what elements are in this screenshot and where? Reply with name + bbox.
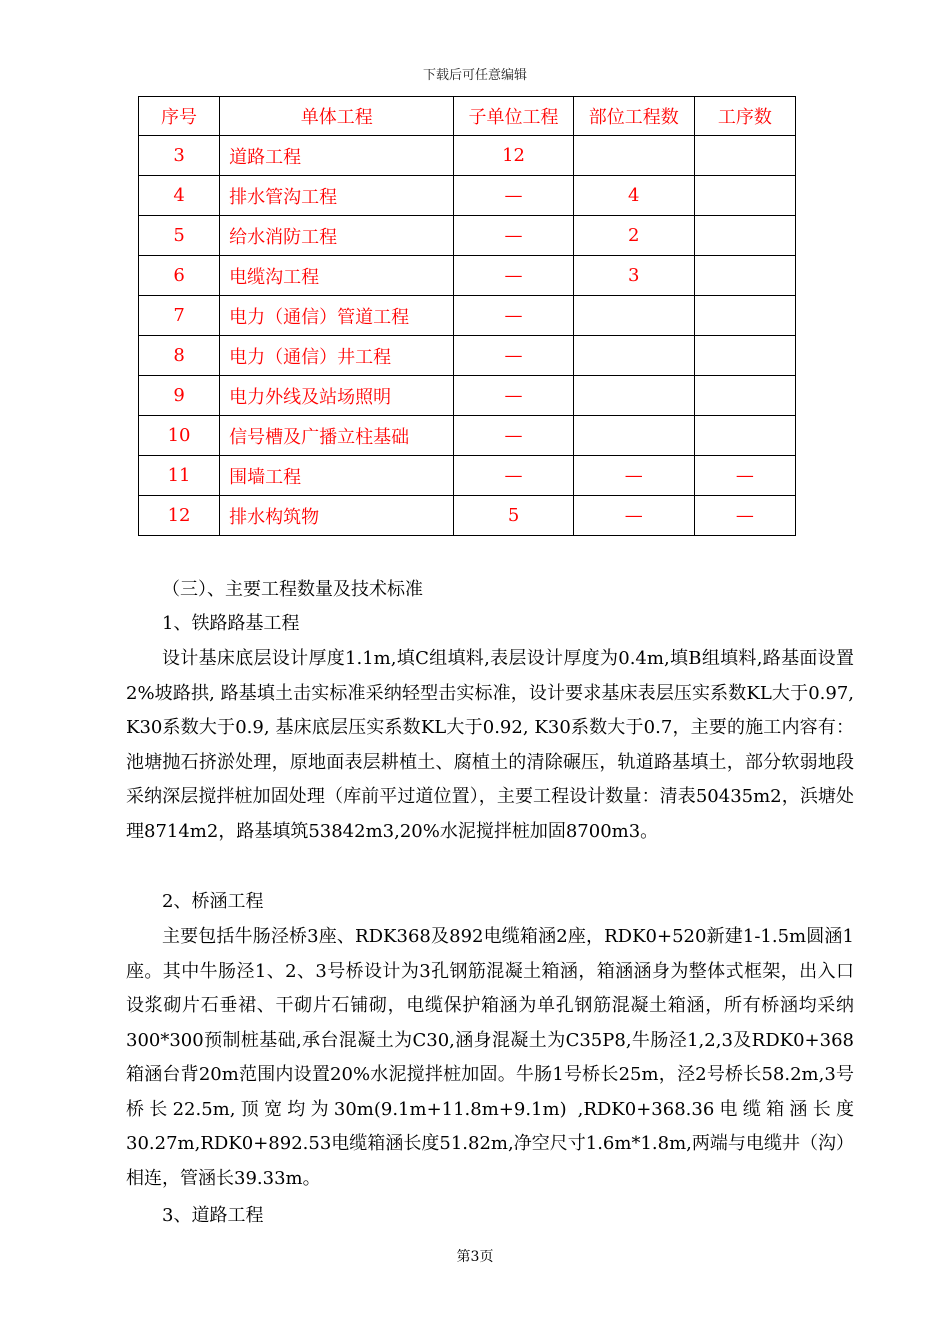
table-row	[139, 136, 796, 176]
part-count	[573, 416, 694, 456]
table-row	[139, 296, 796, 336]
project-name: 电缆沟工程	[220, 256, 454, 296]
part-count: 3	[573, 256, 694, 296]
page-header: 下载后可任意编辑	[422, 68, 527, 83]
process-count	[694, 136, 795, 176]
process-count: —	[694, 456, 795, 496]
project-name: 电力（通信）管道工程	[220, 296, 454, 336]
section-title: （三）、主要工程数量及技术标准	[162, 579, 423, 600]
table-row	[139, 456, 796, 496]
header-cell: 单体工程	[220, 97, 454, 136]
road-works-heading: 3、道路工程	[162, 1205, 264, 1226]
project-name: 道路工程	[220, 136, 454, 176]
header-cell: 子单位工程	[454, 97, 573, 136]
process-count	[694, 296, 795, 336]
sub-unit-count: —	[454, 256, 573, 296]
table-row	[139, 216, 796, 256]
project-name: 信号槽及广播立柱基础	[220, 416, 454, 456]
part-count: —	[573, 456, 694, 496]
part-count	[573, 296, 694, 336]
row-number: 7	[139, 296, 220, 336]
table-row	[139, 336, 796, 376]
process-count	[694, 376, 795, 416]
process-count	[694, 176, 795, 216]
sub-unit-count: 12	[454, 136, 573, 176]
sub-unit-count: —	[454, 296, 573, 336]
project-name: 电力外线及站场照明	[220, 376, 454, 416]
row-number: 9	[139, 376, 220, 416]
sub-unit-count: —	[454, 456, 573, 496]
page-number: 第3页	[456, 1249, 494, 1265]
row-number: 6	[139, 256, 220, 296]
header-cell: 部位工程数	[573, 97, 694, 136]
part-count: 4	[573, 176, 694, 216]
sub-unit-count: —	[454, 416, 573, 456]
bridge-culvert-paragraph: 主要包括牛肠泾桥3座、RDK368及892电缆箱涵2座，RDK0+520新建1-1.5m圆涵1座。其中牛肠泾1、2、3号桥设计为3孔钢筋混凝土箱涵，箱涵涵身为整体式框架，出入口设浆砌片石垂裙、干砌片石铺砌，电缆保护箱涵为单孔钢筋混凝土箱涵，所有桥涵均采纳300*300预制桩基础,承台混凝土为C30,涵身混凝土为C35P8,牛肠泾1,2,3及RDK0+368箱涵台背20m范围内设置20%水泥搅拌桩加固。牛肠1号桥长25m，泾2号桥长58.2m,3号桥长22.5m,顶宽均为30m(9.1m+11.8m+9.1m) ,RDK0+368.36电缆箱涵长度30.27m,RDK0+892.53电缆箱涵长度51.82m,净空尺寸1.6m*1.8m,两端与电缆井（沟）相连，管涵长39.33m。	[126, 926, 854, 1189]
header-cell: 序号	[139, 97, 220, 136]
process-count	[694, 256, 795, 296]
sub-unit-count: —	[454, 336, 573, 376]
sub-unit-count: —	[454, 216, 573, 256]
project-name: 排水管沟工程	[220, 176, 454, 216]
table-row	[139, 176, 796, 216]
part-count	[573, 136, 694, 176]
part-count	[573, 336, 694, 376]
row-number: 12	[139, 496, 220, 536]
row-number: 10	[139, 416, 220, 456]
table-row	[139, 496, 796, 536]
row-number: 4	[139, 176, 220, 216]
process-count	[694, 336, 795, 376]
sub-unit-count: 5	[454, 496, 573, 536]
project-name: 给水消防工程	[220, 216, 454, 256]
process-count: —	[694, 496, 795, 536]
part-count	[573, 376, 694, 416]
unit-project-table	[138, 96, 796, 536]
table-row	[139, 256, 796, 296]
row-number: 11	[139, 456, 220, 496]
row-number: 8	[139, 336, 220, 376]
project-name: 围墙工程	[220, 456, 454, 496]
process-count	[694, 416, 795, 456]
row-number: 5	[139, 216, 220, 256]
table-header-row	[139, 97, 796, 136]
railway-subgrade-heading: 1、铁路路基工程	[162, 613, 300, 634]
part-count: 2	[573, 216, 694, 256]
sub-unit-count: —	[454, 376, 573, 416]
row-number: 3	[139, 136, 220, 176]
table-row	[139, 376, 796, 416]
bridge-culvert-heading: 2、桥涵工程	[162, 891, 264, 912]
part-count: —	[573, 496, 694, 536]
project-name: 排水构筑物	[220, 496, 454, 536]
sub-unit-count: —	[454, 176, 573, 216]
project-name: 电力（通信）井工程	[220, 336, 454, 376]
railway-subgrade-paragraph: 设计基床底层设计厚度1.1m,填C组填料,表层设计厚度为0.4m,填B组填料,路基面设置2%坡路拱, 路基填土击实标准采纳轻型击实标准，设计要求基床表层压实系数KL大于0.97, K30系数大于0.9, 基床底层压实系数KL大于0.92, K30系数大于0.7，主要的施工内容有：池塘抛石挤淤处理，原地面表层耕植土、腐植土的清除碾压，轨道路基填土，部分软弱地段采纳深层搅拌桩加固处理（库前平过道位置），主要工程设计数量：清表50435m2，浜塘处理8714m2，路基填筑53842m3,20%水泥搅拌桩加固8700m3。	[126, 648, 854, 842]
table-row	[139, 416, 796, 456]
header-cell: 工序数	[694, 97, 795, 136]
process-count	[694, 216, 795, 256]
